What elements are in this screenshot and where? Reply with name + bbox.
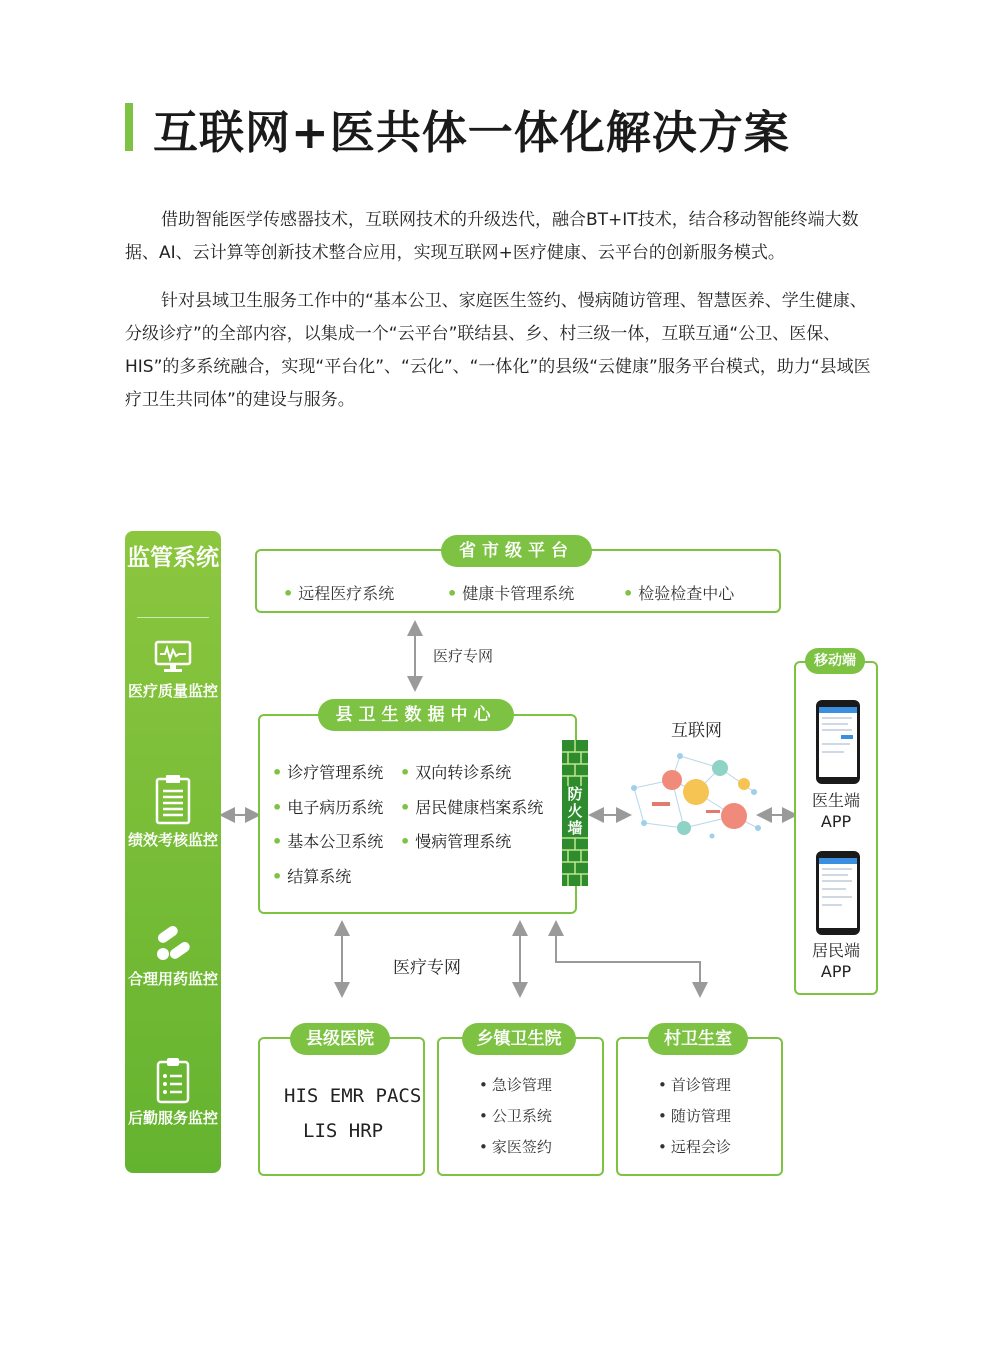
datacenter-item: • 双向转诊系统 [400, 763, 512, 782]
datacenter-item: • 诊疗管理系统 [272, 763, 384, 782]
firewall-label: 防火墙 [562, 786, 588, 837]
county-systems-line1: HIS EMR PACS [284, 1085, 422, 1107]
monitor-item-medication: 合理用药监控 [127, 970, 218, 988]
datacenter-item: • 基本公卫系统 [272, 832, 384, 851]
clipboard-icon [153, 773, 193, 825]
monitor-divider [137, 617, 209, 618]
township-box [437, 1037, 604, 1176]
mobile-title: 移动端 [805, 648, 865, 674]
resident-phone-icon [815, 850, 861, 936]
monitor-item-performance: 绩效考核监控 [127, 831, 218, 849]
datacenter-box [258, 714, 577, 914]
province-item: • 健康卡管理系统 [447, 584, 575, 603]
monitor-item-logistics: 后勤服务监控 [127, 1109, 218, 1127]
township-item: • 急诊管理 [479, 1076, 552, 1094]
datacenter-item: • 结算系统 [272, 867, 352, 886]
province-item: • 远程医疗系统 [283, 584, 395, 603]
internet-label: 互联网 [671, 721, 722, 741]
village-box [616, 1037, 783, 1176]
page-title: 互联网+医共体一体化解决方案 [153, 106, 790, 159]
resident-app-label: 居民端 APP [811, 941, 860, 981]
village-item: • 随访管理 [658, 1107, 731, 1125]
checklist-icon [153, 1056, 193, 1104]
network-label-top: 医疗专网 [433, 647, 494, 665]
monitor-title: 监管系统 [127, 545, 219, 571]
monitor-system-column [125, 531, 221, 1173]
county-hospital-title: 县级医院 [290, 1023, 390, 1055]
monitor-screen-icon [153, 637, 193, 677]
datacenter-title: 县卫生数据中心 [318, 699, 514, 731]
township-item: • 公卫系统 [479, 1107, 552, 1125]
doctor-app-label: 医生端 APP [811, 791, 860, 831]
pills-icon [153, 923, 193, 963]
arrow-datacenter-village [556, 928, 700, 990]
county-systems-line2: LIS HRP [303, 1120, 384, 1142]
monitor-item-quality: 医疗质量监控 [127, 682, 218, 700]
township-item: • 家医签约 [479, 1138, 552, 1156]
intro-paragraph-1: 借助智能医学传感器技术，互联网技术的升级迭代，融合BT+IT技术，结合移动智能终端大数据、AI、云计算等创新技术整合应用，实现互联网+医疗健康、云平台的创新服务模式。 [125, 210, 859, 263]
datacenter-item: • 慢病管理系统 [400, 832, 512, 851]
province-item: • 检验检查中心 [623, 584, 735, 603]
province-platform-title: 省市级平台 [441, 535, 592, 567]
doctor-phone-icon [815, 699, 861, 785]
network-label-bottom: 医疗专网 [393, 958, 461, 978]
township-title: 乡镇卫生院 [462, 1023, 576, 1055]
internet-network-graphic [624, 748, 766, 848]
village-item: • 首诊管理 [658, 1076, 731, 1094]
village-item: • 远程会诊 [658, 1138, 731, 1156]
datacenter-item: • 居民健康档案系统 [400, 798, 544, 817]
intro-paragraph-2: 针对县域卫生服务工作中的“基本公卫、家庭医生签约、慢病随访管理、智慧医养、学生健康、分级诊疗”的全部内容，以集成一个“云平台”联结县、乡、村三级一体，互联互通“公卫、医保、HIS”的多系统融合，实现“平台化”、“云化”、“一体化”的县级“云健康”服务平台模式，助力“县域医疗卫生共同体”的建设与服务。 [125, 291, 871, 410]
village-title: 村卫生室 [648, 1023, 748, 1055]
county-hospital-box [258, 1037, 425, 1176]
datacenter-item: • 电子病历系统 [272, 798, 384, 817]
